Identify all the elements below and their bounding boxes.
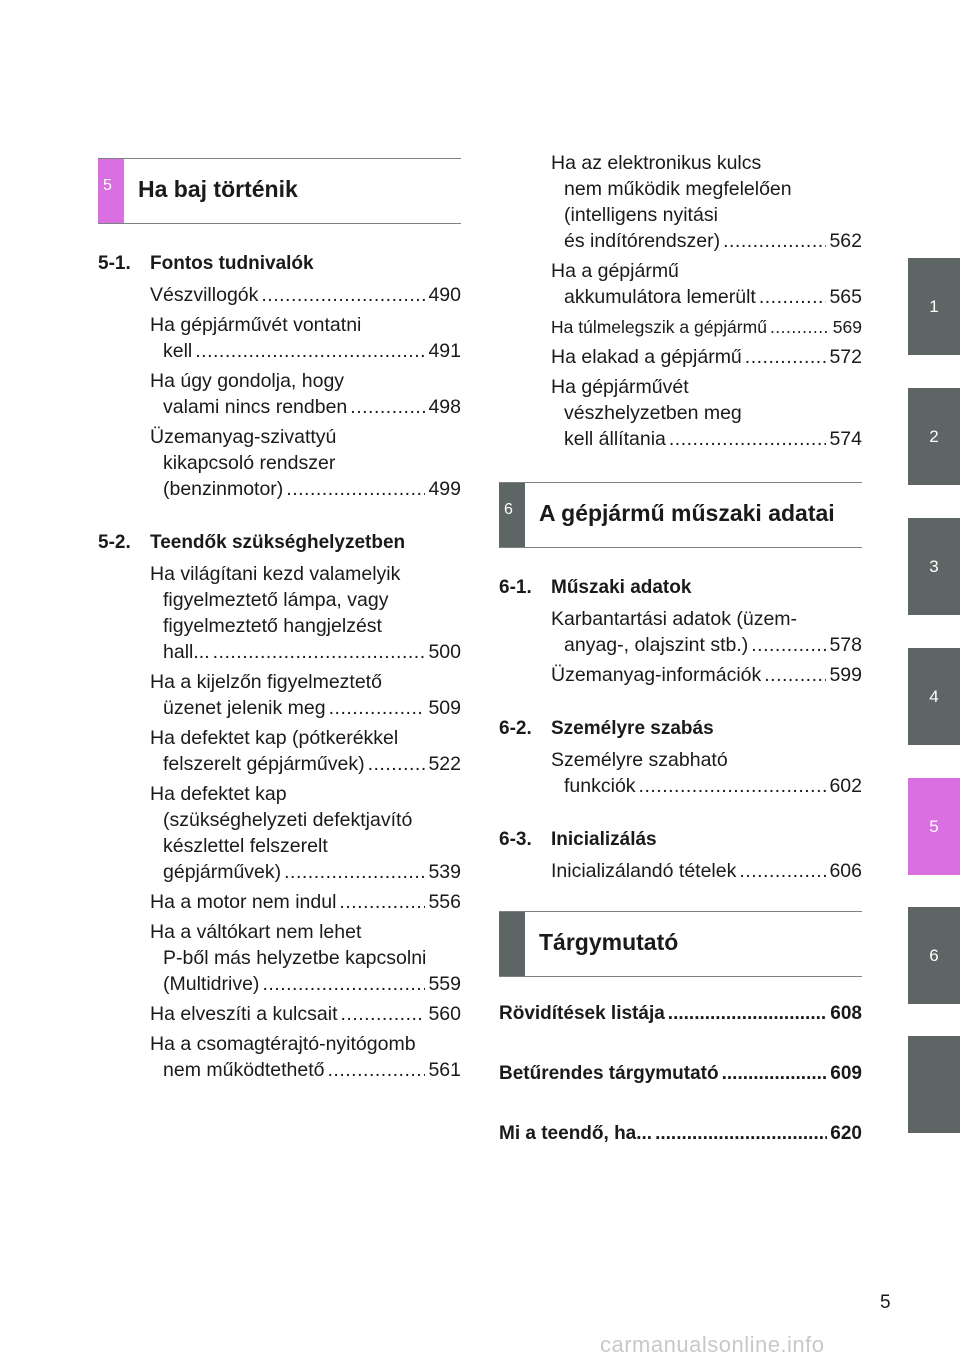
dot-leader [195, 338, 425, 364]
entry-line: Személyre szabható [551, 749, 728, 771]
entry-list [499, 858, 862, 884]
subsection-number: 6-1. [499, 577, 532, 598]
entry-last-line [551, 632, 862, 658]
entry-text: Ha elveszíti a kulcsait [150, 1003, 338, 1025]
entry-text: (benzinmotor) [163, 478, 284, 500]
subsection-title: Személyre szabás [551, 718, 714, 739]
entry-line: figyelmeztető lámpa, vagy [163, 589, 389, 611]
entry-line: vészhelyzetben meg [564, 402, 742, 424]
subsection [499, 826, 862, 884]
entry-list [98, 282, 461, 502]
section-title: A gépjármű műszaki adatai [539, 500, 835, 526]
dot-leader [655, 1123, 827, 1145]
entry-line: Ha defektet kap [150, 783, 287, 805]
dot-leader [639, 773, 827, 799]
index-entry[interactable] [499, 1123, 862, 1151]
entry-line: kikapcsoló rendszer [163, 452, 336, 474]
right-subsections [499, 574, 862, 884]
entry-last-line [551, 284, 862, 310]
subsection [499, 574, 862, 688]
entry-list [98, 561, 461, 1083]
page-ref: 602 [829, 775, 862, 797]
toc-entry[interactable] [150, 282, 461, 308]
entry-last-line [150, 751, 461, 777]
page-ref: 509 [428, 697, 461, 719]
page-ref: 569 [832, 317, 862, 337]
page-ref: 609 [830, 1063, 862, 1084]
entry-list [499, 606, 862, 688]
dot-leader [668, 1003, 828, 1025]
entry-last-line [150, 639, 461, 665]
entry-last-line [150, 1057, 461, 1083]
toc-entry[interactable] [150, 561, 461, 665]
page-ref: 578 [829, 634, 862, 656]
page-ref: 561 [428, 1059, 461, 1081]
entry-line: P-ből más helyzetbe kapcsolni [163, 947, 427, 969]
subsection-heading[interactable] [98, 529, 461, 557]
chapter-tab-2[interactable]: 2 [908, 388, 960, 485]
toc-entry[interactable] [551, 314, 862, 340]
page-ref: 556 [428, 891, 461, 913]
entry-text: valami nincs rendben [163, 396, 348, 418]
dot-leader [764, 662, 826, 688]
entry-line: készlettel felszerelt [163, 835, 328, 857]
dot-leader [261, 282, 425, 308]
subsection [499, 715, 862, 799]
chapter-tab-4[interactable]: 4 [908, 648, 960, 745]
entry-text: (Multidrive) [163, 973, 260, 995]
entry-last-line [150, 859, 461, 885]
page-number: 5 [880, 1292, 891, 1313]
section-header-6 [499, 482, 862, 548]
entry-text: Ha elakad a gépjármű [551, 346, 742, 368]
entry-text: akkumulátora lemerült [564, 286, 756, 308]
dot-leader [262, 971, 425, 997]
toc-entry[interactable] [150, 725, 461, 777]
entry-text: kell [163, 340, 193, 362]
left-column [98, 158, 461, 1110]
subsection [98, 529, 461, 1083]
left-subsections [98, 250, 461, 1083]
entry-text: felszerelt gépjárművek) [163, 753, 365, 775]
subsection-title: Fontos tudnivalók [150, 253, 314, 274]
dot-leader [723, 228, 826, 254]
entry-line: nem működik megfelelően [564, 178, 792, 200]
subsection-heading[interactable] [499, 715, 862, 743]
entry-last-line [551, 314, 862, 340]
dot-leader [339, 889, 425, 915]
subsection-number: 6-2. [499, 718, 532, 739]
entry-last-line [150, 338, 461, 364]
toc-entry[interactable] [551, 747, 862, 799]
index-entry-text: Betűrendes tárgymutató [499, 1063, 719, 1084]
entry-last-line [150, 971, 461, 997]
dot-leader [284, 859, 425, 885]
entry-last-line [150, 889, 461, 915]
entry-line: Ha világítani kezd valamelyik [150, 563, 401, 585]
chapter-tab-3[interactable]: 3 [908, 518, 960, 615]
entry-last-line [150, 695, 461, 721]
entry-line: Ha a gépjármű [551, 260, 679, 282]
toc-entry[interactable] [150, 1001, 461, 1027]
toc-entry[interactable] [150, 1031, 461, 1083]
entry-line: Ha gépjárművét vontatni [150, 314, 362, 336]
toc-entry[interactable] [150, 781, 461, 885]
entry-line: (intelligens nyitási [564, 204, 718, 226]
chapter-tab-6[interactable]: 6 [908, 907, 960, 1004]
toc-entry[interactable] [150, 368, 461, 420]
toc-entry[interactable] [551, 374, 862, 452]
entry-line: Ha gépjárművét [551, 376, 689, 398]
entry-text: hall... [163, 641, 210, 663]
subsection-title: Inicializálás [551, 829, 657, 850]
page-ref: 562 [829, 230, 862, 252]
dot-leader [759, 284, 827, 310]
entry-line: Ha a csomagtérajtó-nyitógomb [150, 1033, 416, 1055]
entry-text: gépjárművek) [163, 861, 282, 883]
subsection-number: 6-3. [499, 829, 532, 850]
dot-leader [213, 639, 426, 665]
right-column [499, 150, 862, 1183]
entry-list [499, 747, 862, 799]
page-ref: 599 [829, 664, 862, 686]
index-lines [499, 1003, 862, 1151]
section-number-badge: 5 [98, 159, 124, 223]
watermark: carmanualsonline.info [600, 1332, 825, 1357]
entry-line: Ha defektet kap (pótkerékkel [150, 727, 399, 749]
index-entry[interactable] [499, 1063, 862, 1091]
index-entry[interactable] [499, 1003, 862, 1031]
page-ref: 574 [829, 428, 862, 450]
section-title: Ha baj történik [138, 176, 298, 202]
subsection-heading[interactable] [499, 826, 862, 854]
subsection-number: 5-2. [98, 532, 131, 553]
page-ref: 565 [829, 286, 862, 308]
page-ref: 608 [830, 1003, 862, 1024]
subsection-heading[interactable] [499, 574, 862, 602]
entry-last-line [150, 476, 461, 502]
entry-text: Ha a motor nem indul [150, 891, 337, 913]
toc-entry[interactable] [551, 662, 862, 688]
subsection-title: Teendők szükséghelyzetben [150, 532, 406, 553]
chapter-tab-5[interactable]: 5 [908, 778, 960, 875]
page-ref: 499 [428, 478, 461, 500]
continued-entries [499, 150, 862, 452]
entry-last-line [150, 1001, 461, 1027]
toc-entry[interactable] [551, 606, 862, 658]
section-index-badge [499, 912, 525, 976]
toc-entry[interactable] [150, 312, 461, 364]
entry-line: Ha a kijelzőn figyelmeztető [150, 671, 382, 693]
section-header-5 [98, 158, 461, 224]
entry-text: nem működtethető [163, 1059, 325, 1081]
dot-leader [329, 695, 426, 721]
dot-leader [751, 632, 826, 658]
page-ref: 559 [428, 973, 461, 995]
dot-leader [328, 1057, 426, 1083]
index-entry-text: Rövidítések listája [499, 1003, 665, 1024]
entry-text: funkciók [564, 775, 636, 797]
dot-leader [722, 1063, 828, 1085]
dot-leader [669, 426, 827, 452]
entry-text: és indítórendszer) [564, 230, 721, 252]
toc-entry[interactable] [551, 344, 862, 370]
page-ref: 572 [829, 346, 862, 368]
dot-leader [770, 314, 830, 340]
entry-last-line [150, 282, 461, 308]
subsection-number: 5-1. [98, 253, 131, 274]
entry-text: Vészvillogók [150, 284, 259, 306]
toc-entry[interactable] [551, 258, 862, 310]
chapter-tab-1[interactable]: 1 [908, 258, 960, 355]
chapter-tab-index[interactable] [908, 1036, 960, 1133]
toc-entry[interactable] [150, 889, 461, 915]
subsection-heading[interactable] [98, 250, 461, 278]
entry-text: kell állítania [564, 428, 666, 450]
entry-last-line [551, 773, 862, 799]
page-ref: 620 [830, 1123, 862, 1144]
page-ref: 491 [428, 340, 461, 362]
entry-line: figyelmeztető hangjelzést [163, 615, 382, 637]
dot-leader [286, 476, 425, 502]
page-ref: 490 [428, 284, 461, 306]
entry-last-line [150, 394, 461, 420]
page-ref: 500 [428, 641, 461, 663]
entry-text: anyag-, olajszint stb.) [564, 634, 749, 656]
entry-last-line [551, 228, 862, 254]
toc-entry[interactable] [150, 424, 461, 502]
entry-line: Karbantartási adatok (üzem- [551, 608, 798, 630]
section-number-badge: 6 [499, 483, 525, 547]
toc-entry[interactable] [150, 669, 461, 721]
toc-entry[interactable] [551, 858, 862, 884]
subsection-title: Műszaki adatok [551, 577, 692, 598]
entry-line: (szükséghelyzeti defektjavító [163, 809, 413, 831]
section-title: Tárgymutató [539, 929, 679, 955]
dot-leader [368, 751, 426, 777]
entry-last-line [551, 344, 862, 370]
page-ref: 498 [428, 396, 461, 418]
entry-line: Üzemanyag-szivattyú [150, 426, 337, 448]
entry-text: Ha túlmelegszik a gépjármű [551, 317, 767, 337]
entry-text: üzenet jelenik meg [163, 697, 326, 719]
entry-line: Ha a váltókart nem lehet [150, 921, 362, 943]
entry-text: Inicializálandó tételek [551, 860, 737, 882]
entry-text: Üzemanyag-információk [551, 664, 762, 686]
toc-entry[interactable] [551, 150, 862, 254]
page-ref: 606 [829, 860, 862, 882]
page-ref: 539 [428, 861, 461, 883]
dot-leader [350, 394, 425, 420]
section-header-index [499, 911, 862, 977]
dot-leader [745, 344, 827, 370]
entry-last-line [551, 858, 862, 884]
subsection [98, 250, 461, 502]
toc-entry[interactable] [150, 919, 461, 997]
entry-last-line [551, 426, 862, 452]
entry-line: Ha úgy gondolja, hogy [150, 370, 345, 392]
entry-line: Ha az elektronikus kulcs [551, 152, 762, 174]
page-ref: 522 [428, 753, 461, 775]
index-entry-text: Mi a teendő, ha... [499, 1123, 653, 1144]
page-ref: 560 [428, 1003, 461, 1025]
entry-last-line [551, 662, 862, 688]
dot-leader [739, 858, 826, 884]
dot-leader [341, 1001, 426, 1027]
